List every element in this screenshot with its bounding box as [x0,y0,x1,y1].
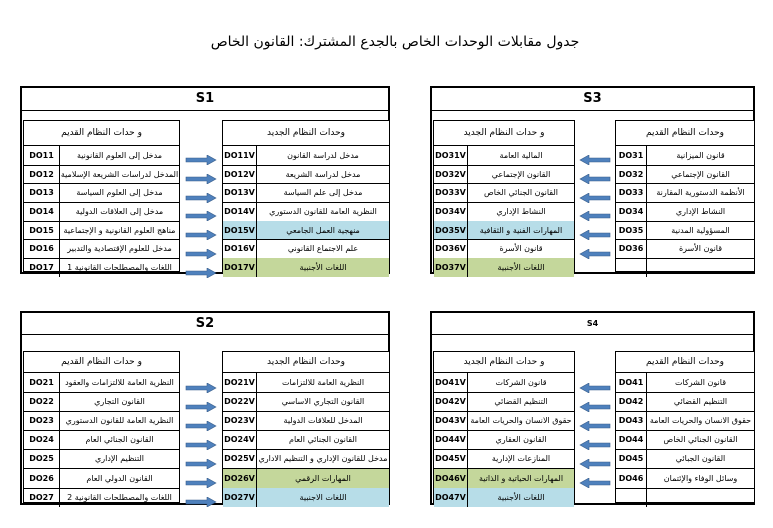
new-units-header: وحدات النظام الجديد [223,352,389,373]
unit-name: القانون العقاري [495,435,547,445]
section-s2 [20,311,390,505]
table-row [24,430,179,450]
right-arrow-icon [185,492,217,502]
unit-name: التنظيم الإداري [94,454,145,464]
new-units-table [433,351,575,503]
table-row [616,183,754,203]
unit-code: DO36 [616,240,647,259]
table-row [616,430,754,450]
table-row [616,469,754,489]
unit-code: DO33V [434,183,468,202]
unit-code: DO33 [616,183,647,202]
left-arrow-icon [579,169,611,179]
unit-code: DO37V [434,258,468,277]
unit-name: قانون الشركات [674,378,727,388]
unit-name: مدخل لدراسة القانون [287,150,359,160]
left-arrow-icon [579,150,611,160]
left-arrow-icon [579,244,611,254]
unit-name: القانون الجنائي الخاص [663,435,738,445]
table-row [24,411,179,431]
unit-name [647,258,754,277]
table-row [24,469,179,489]
unit-name: حقوق الانسان والحريات العامة [470,416,572,426]
unit-code: DO27V [223,488,257,507]
left-arrow-icon [579,416,611,426]
right-arrow-icon [185,416,217,426]
unit-name: وسائل الوفاء والإئتمان [663,473,738,483]
section-s4 [430,311,755,505]
table-row [24,373,179,393]
unit-name: النظرية العامة للالتزامات والعقود [65,378,174,388]
left-arrow-icon [579,225,611,235]
unit-code: DO36V [434,240,468,259]
section-title: S3 [432,88,753,111]
unit-name: المهارات الفنية و الثقافية [479,225,563,235]
right-arrow-icon [185,225,217,235]
unit-code: DO21 [24,373,60,392]
unit-code: DO17 [24,258,60,277]
unit-name: النظرية العامة للقانون الدستوري [65,416,174,426]
table-row [434,146,574,166]
table-row [616,373,754,393]
right-arrow-icon [185,454,217,464]
unit-code [616,488,647,507]
left-arrow-icon [579,206,611,216]
table-row [24,146,179,166]
unit-code: DO42 [616,392,647,411]
unit-name: الأنظمة الدستورية المقارنة [656,188,745,198]
unit-code: DO26V [223,469,257,488]
unit-code: DO26 [24,469,60,488]
table-row [24,488,179,507]
unit-name: القانون الدولي العام [86,473,153,483]
table-row [223,411,389,431]
old-units-table [23,120,180,272]
unit-code: DO23V [223,411,257,430]
unit-code: DO46 [616,469,647,488]
unit-code: DO15 [24,221,60,240]
unit-name: حقوق الانسان والحريات العامة [649,416,752,426]
section-title: S2 [22,313,388,335]
table-row [223,258,389,277]
right-arrow-icon [185,435,217,445]
left-arrow-icon [579,397,611,407]
right-arrow-icon [185,150,217,160]
unit-code: DO44 [616,430,647,449]
unit-name: القانون الجنائي الخاص [484,188,558,198]
old-units-table [23,351,180,503]
table-row [434,221,574,241]
old-units-table [615,351,755,503]
unit-code [616,258,647,277]
unit-name: مدخل إلى العلوم القانونية [76,150,163,160]
table-row [434,411,574,431]
table-row [223,202,389,222]
unit-name: المهارات الرقمي [295,473,351,483]
old-units-table [615,120,755,272]
unit-code: DO12V [223,165,257,184]
table-row [434,202,574,222]
table-row [616,392,754,412]
left-arrow-icon [579,378,611,388]
right-arrow-icon [185,378,217,388]
table-row [434,258,574,277]
table-row [616,488,754,507]
unit-name: المدخل للعلاقات الدولية [283,416,363,426]
table-row [616,449,754,469]
unit-name: مدخل للعلوم الإقتصادية والتدبير [67,244,172,254]
unit-code: DO14 [24,202,60,221]
unit-code: DO47V [434,488,468,507]
table-row [434,165,574,185]
table-row [434,183,574,203]
unit-name: المالية العامة [499,150,543,160]
unit-code: DO14V [223,202,257,221]
unit-code: DO16V [223,240,257,259]
table-row [24,392,179,412]
table-row [223,488,389,507]
unit-code: DO23 [24,411,60,430]
table-row [223,469,389,489]
unit-name: التنظيم القضائي [494,397,548,407]
unit-code: DO21V [223,373,257,392]
unit-code: DO41 [616,373,647,392]
table-row [223,373,389,393]
unit-name: القانون الجنائي العام [289,435,357,445]
table-row [434,488,574,507]
old-units-header: و حدات النظام القديم [24,121,179,146]
unit-code: DO22V [223,392,257,411]
unit-name: القانون الجبائي [675,454,726,464]
section-s3 [430,86,755,274]
unit-code: DO24V [223,430,257,449]
new-units-table [222,120,390,272]
unit-code: DO11 [24,146,60,165]
table-row [223,146,389,166]
new-units-header: و حدات النظام الجديد [434,352,574,373]
left-arrow-icon [579,454,611,464]
new-units-table [222,351,390,503]
unit-name: قانون الشركات [495,378,547,388]
unit-name: قانون الأسرة [499,244,543,254]
unit-code: DO16 [24,240,60,259]
table-row [24,221,179,241]
table-row [223,449,389,469]
unit-code: DO45 [616,449,647,468]
unit-code: DO13 [24,183,60,202]
unit-code: DO43V [434,411,468,430]
section-s1 [20,86,390,274]
unit-name: مدخل لدراسة الشريعة [285,169,361,179]
unit-name: اللغات الأجنبية [497,263,545,273]
unit-name: القانون الإجتماعي [491,169,551,179]
unit-name: القانون التجاري [94,397,145,407]
unit-code: DO17V [223,258,257,277]
document-title: جدول مقابلات الوحدات الخاص بالجدع المشترك: القانون الخاص [210,34,580,50]
table-row [616,146,754,166]
table-row [434,392,574,412]
unit-name: المهارات الحياتية و الذاتية [478,473,564,483]
table-row [434,469,574,489]
unit-name: اللغات والمصطلحات القانونية 2 [67,492,172,502]
right-arrow-icon [185,244,217,254]
table-row [616,411,754,431]
unit-code: DO46V [434,469,468,488]
unit-name: علم الاجتماع القانوني [287,244,359,254]
unit-name: النظرية العامة للالتزامات [281,378,365,388]
unit-name: مدخل إلى علم السياسة [283,188,363,198]
new-units-table [433,120,575,272]
table-row [616,221,754,241]
table-row [24,258,179,277]
table-row [434,449,574,469]
unit-code: DO34V [434,202,468,221]
unit-code: DO31V [434,146,468,165]
table-row [616,258,754,277]
unit-code: DO11V [223,146,257,165]
unit-name: قانون الميزانية [676,150,725,160]
unit-name: مناهج العلوم القانونية و الإجتماعية [63,225,176,235]
unit-name: اللغات الأجنبية [299,263,347,273]
table-row [223,430,389,450]
unit-name: القانون الإجتماعي [671,169,730,179]
old-units-header: وحدات النظام القديم [616,352,754,373]
table-row [223,183,389,203]
unit-name: التنظيم القضائي [673,397,728,407]
table-row [223,392,389,412]
unit-name: المنازعات الإدارية [491,454,551,464]
unit-name: مدخل إلى العلاقات الدولية [75,206,164,216]
unit-name: قانون الأسرة [678,244,723,254]
table-row [223,165,389,185]
right-arrow-icon [185,188,217,198]
unit-code: DO27 [24,488,60,507]
left-arrow-icon [579,188,611,198]
unit-code: DO25V [223,449,257,468]
table-row [616,202,754,222]
table-row [24,165,179,185]
unit-name [647,488,754,507]
table-row [223,221,389,241]
unit-code: DO35 [616,221,647,240]
unit-code: DO45V [434,449,468,468]
unit-name: النشاط الإداري [496,206,546,216]
table-row [24,449,179,469]
unit-name: اللغات الاجنبية [299,492,347,502]
unit-name: القانون الجنائي العام [85,435,154,445]
unit-name: مدخل إلى العلوم السياسة [76,188,163,198]
unit-name: المسؤولية المدنية [671,225,730,235]
unit-name: النشاط الإداري [675,206,726,216]
unit-name: اللغات والمصطلحات القانونية 1 [67,263,172,273]
old-units-header: وحدات النظام القديم [616,121,754,146]
unit-code: DO42V [434,392,468,411]
unit-code: DO43 [616,411,647,430]
table-row [24,202,179,222]
right-arrow-icon [185,206,217,216]
table-row [24,240,179,260]
section-title: S1 [22,88,388,111]
left-arrow-icon [579,435,611,445]
unit-code: DO25 [24,449,60,468]
old-units-header: و حدات النظام القديم [24,352,179,373]
unit-name: منهجية العمل الجامعي [286,225,360,235]
table-row [616,240,754,260]
unit-code: DO12 [24,165,60,184]
table-row [434,430,574,450]
unit-code: DO32V [434,165,468,184]
section-title: S4 [432,313,753,335]
left-arrow-icon [579,473,611,483]
unit-name: النظرية العامة للقانون الدستوري [269,206,377,216]
table-row [223,240,389,260]
new-units-header: و حدات النظام الجديد [434,121,574,146]
table-row [24,183,179,203]
unit-code: DO31 [616,146,647,165]
table-row [434,240,574,260]
unit-code: DO35V [434,221,468,240]
unit-code: DO22 [24,392,60,411]
right-arrow-icon [185,169,217,179]
right-arrow-icon [185,473,217,483]
unit-name: القانون التجاري الاساسي [281,397,365,407]
new-units-header: وحدات النظام الجديد [223,121,389,146]
unit-code: DO13V [223,183,257,202]
table-row [434,373,574,393]
unit-code: DO41V [434,373,468,392]
unit-code: DO24 [24,430,60,449]
unit-name: اللغات الأجنبية [497,492,545,502]
right-arrow-icon [185,397,217,407]
unit-code: DO34 [616,202,647,221]
unit-name: المدخل لدراسات الشريعة الإسلامية [60,169,179,179]
right-arrow-icon [185,263,217,273]
unit-code: DO32 [616,165,647,184]
table-row [616,165,754,185]
unit-code: DO15V [223,221,257,240]
unit-name: مدخل للقانون الإداري و التنظيم الاداري [258,454,388,464]
unit-code: DO44V [434,430,468,449]
